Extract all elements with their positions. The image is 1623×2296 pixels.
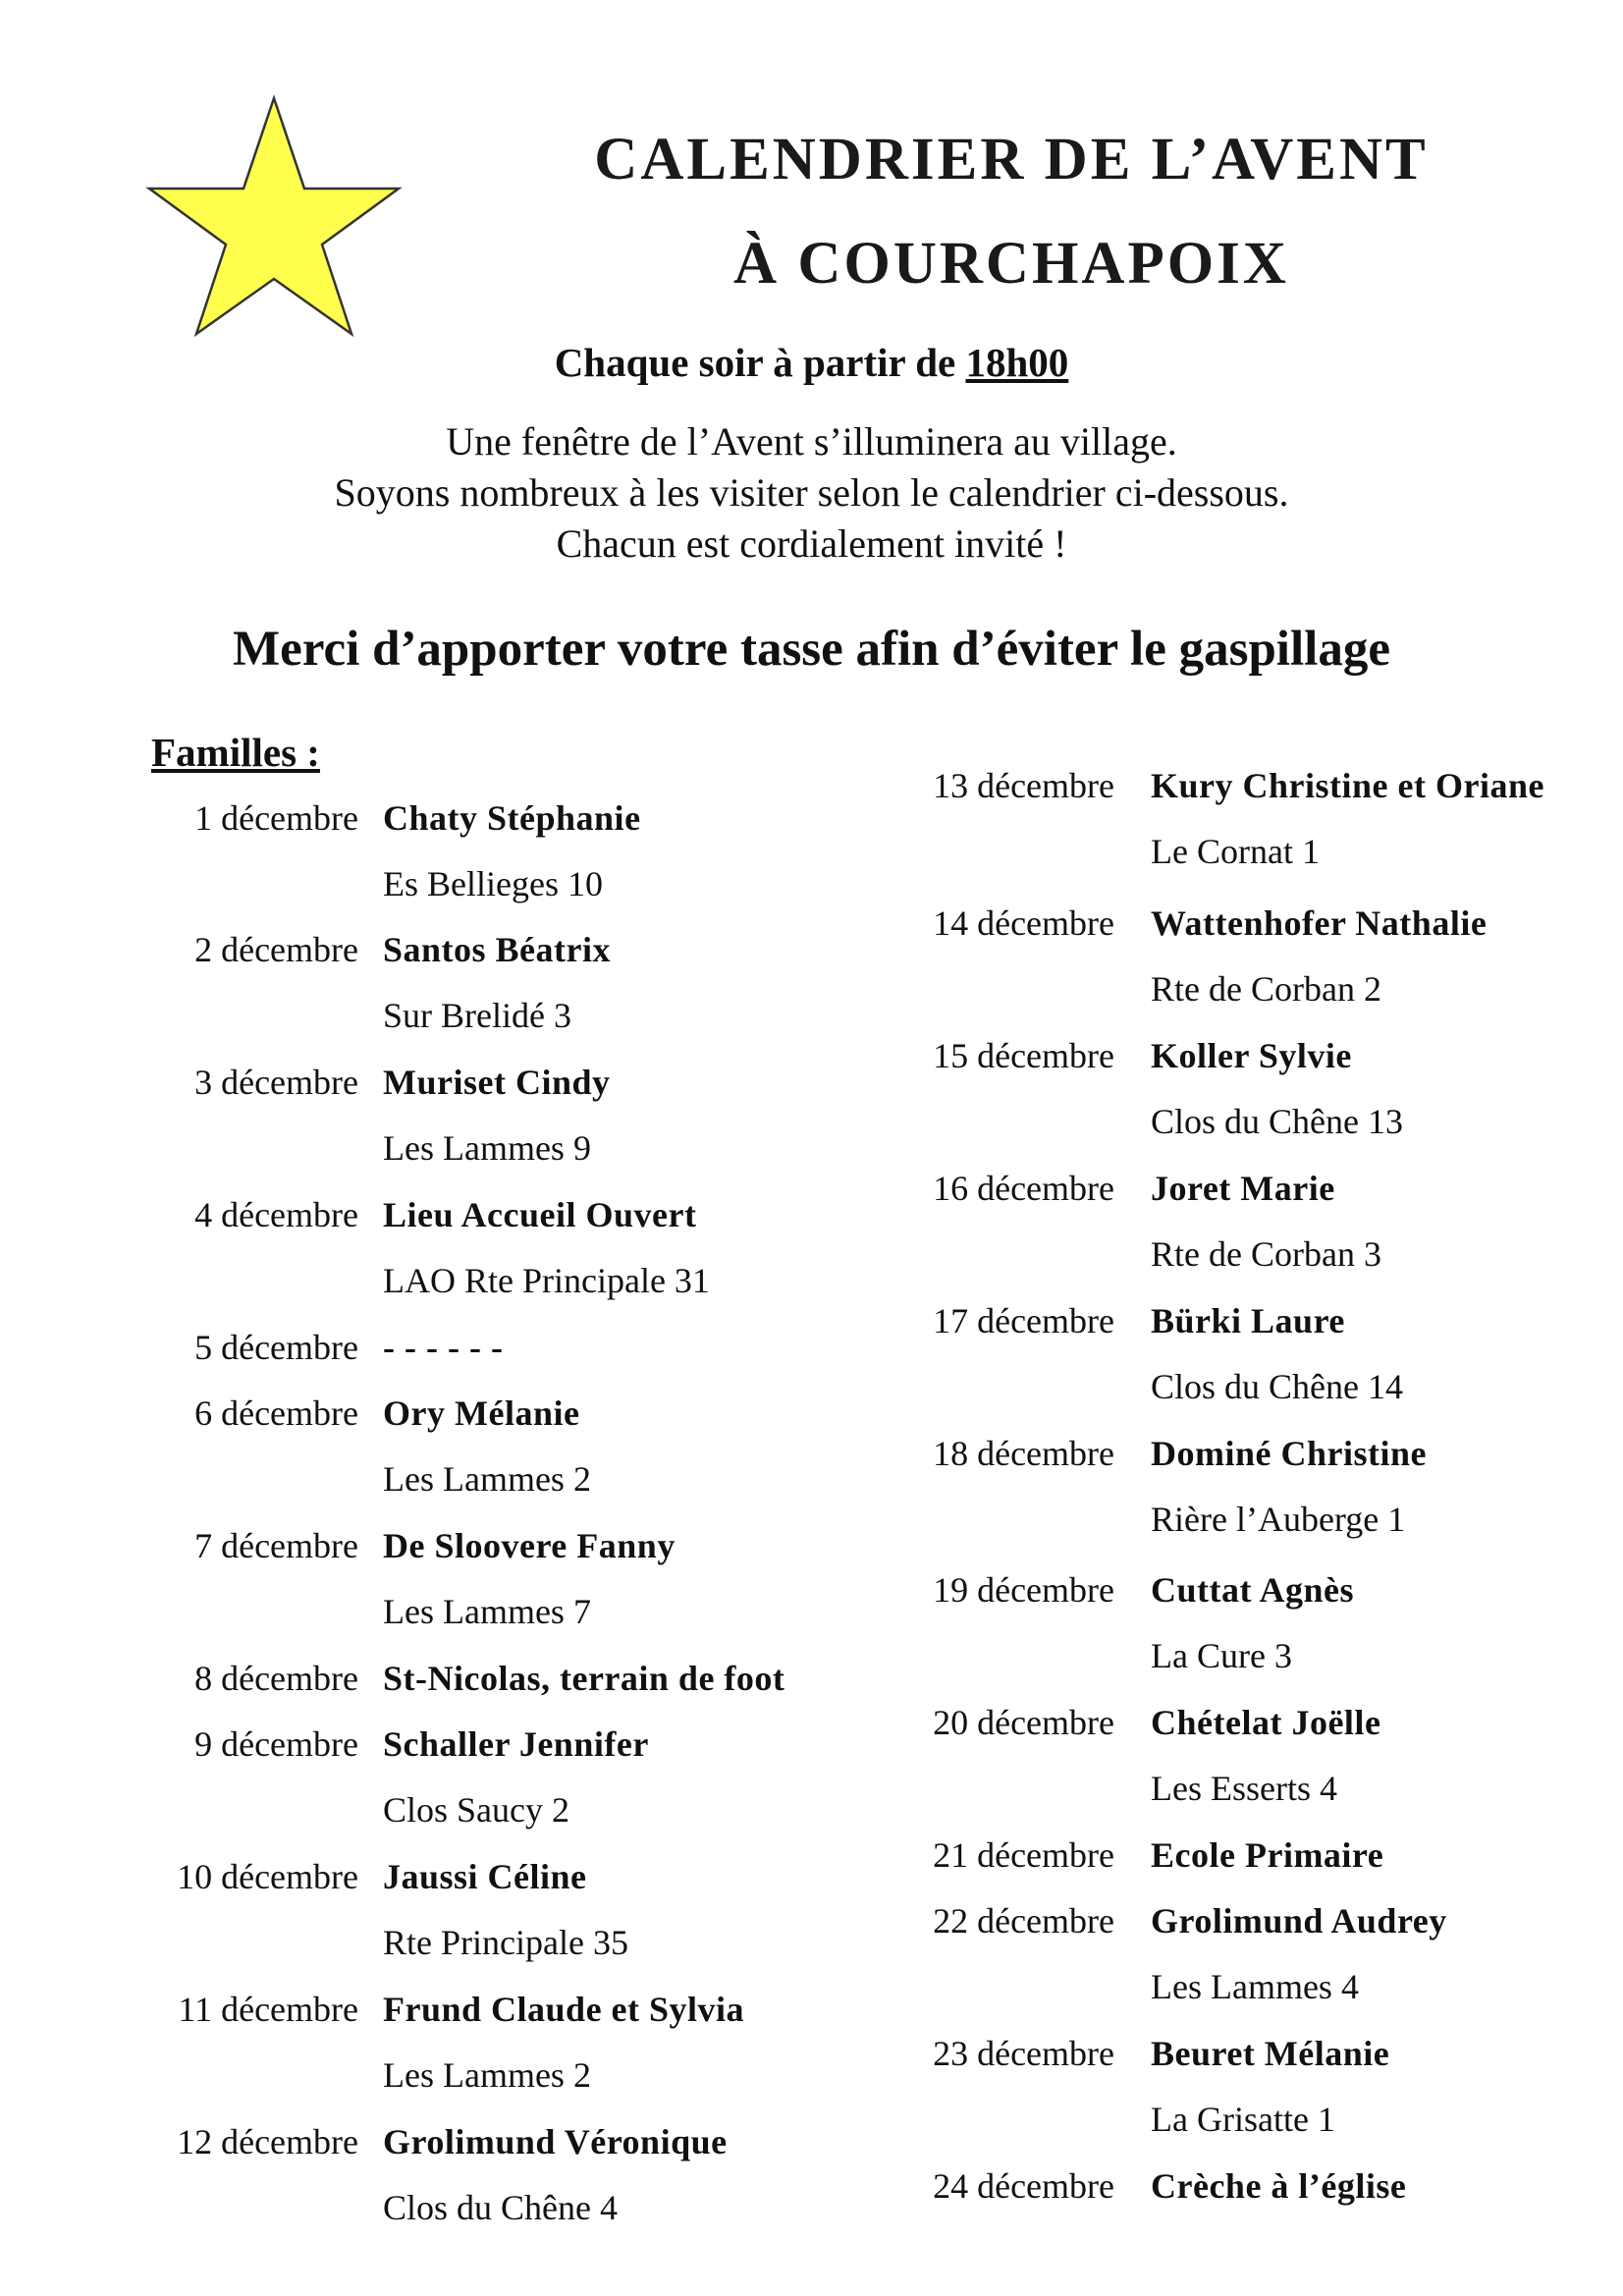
entry-date: 16 décembre bbox=[933, 1169, 1114, 1208]
entry-address: La Cure 3 bbox=[1151, 1636, 1292, 1675]
entry-host: Santos Béatrix bbox=[383, 930, 611, 969]
entry-address: Clos du Chêne 13 bbox=[1151, 1102, 1403, 1141]
entry-host: Cuttat Agnès bbox=[1151, 1570, 1355, 1610]
entry-date: 14 décembre bbox=[933, 903, 1114, 943]
families-heading: Familles : bbox=[151, 730, 320, 775]
star-icon bbox=[145, 94, 403, 338]
entry-host: Chaty Stéphanie bbox=[383, 798, 641, 838]
entry-address: Les Lammes 2 bbox=[383, 1459, 591, 1499]
entry-date: 15 décembre bbox=[933, 1036, 1114, 1075]
entry-host: Jaussi Céline bbox=[383, 1857, 587, 1896]
entry-host: St-Nicolas, terrain de foot bbox=[383, 1659, 785, 1698]
entry-host: Dominé Christine bbox=[1151, 1434, 1427, 1473]
entry-date: 11 décembre bbox=[178, 1990, 358, 2029]
entry-host: Bürki Laure bbox=[1151, 1301, 1345, 1340]
intro-line-1: Une fenêtre de l’Avent s’illuminera au village. bbox=[446, 419, 1177, 464]
entry-host: Kury Christine et Oriane bbox=[1151, 766, 1544, 805]
entry-date: 17 décembre bbox=[933, 1301, 1114, 1340]
entry-host: Wattenhofer Nathalie bbox=[1151, 903, 1488, 943]
entry-host: De Sloovere Fanny bbox=[383, 1526, 676, 1565]
entry-address: Rière l’Auberge 1 bbox=[1151, 1500, 1406, 1539]
entry-date: 5 décembre bbox=[194, 1328, 358, 1367]
entry-address: Sur Brelidé 3 bbox=[383, 996, 571, 1035]
intro-line-3: Chacun est cordialement invité ! bbox=[556, 521, 1067, 566]
entry-host: Ecole Primaire bbox=[1151, 1835, 1384, 1875]
entry-host: Crèche à l’église bbox=[1151, 2166, 1407, 2206]
entry-host: Joret Marie bbox=[1151, 1169, 1335, 1208]
entry-address: Es Bellieges 10 bbox=[383, 864, 603, 903]
entry-date: 13 décembre bbox=[933, 766, 1114, 805]
entry-host: Muriset Cindy bbox=[383, 1063, 611, 1102]
entry-address: Les Lammes 4 bbox=[1151, 1967, 1359, 2006]
entry-host: Chételat Joëlle bbox=[1151, 1703, 1381, 1742]
entry-host: Schaller Jennifer bbox=[383, 1724, 649, 1764]
entry-date: 9 décembre bbox=[194, 1724, 358, 1764]
entry-date: 22 décembre bbox=[933, 1901, 1114, 1941]
page-title-line-1: CALENDRIER DE L’AVENT bbox=[594, 127, 1429, 192]
entry-address: Rte Principale 35 bbox=[383, 1923, 628, 1962]
entry-date: 1 décembre bbox=[194, 798, 358, 838]
entry-address: Clos Saucy 2 bbox=[383, 1790, 570, 1830]
entry-date: 18 décembre bbox=[933, 1434, 1114, 1473]
schedule-time: 18h00 bbox=[965, 340, 1069, 385]
entry-date: 23 décembre bbox=[933, 2034, 1114, 2073]
entry-address: La Grisatte 1 bbox=[1151, 2100, 1335, 2139]
page-title-line-2: À COURCHAPOIX bbox=[733, 231, 1289, 297]
entry-date: 3 décembre bbox=[194, 1063, 358, 1102]
entry-host: Frund Claude et Sylvia bbox=[383, 1990, 745, 2029]
schedule-prefix: Chaque soir à partir de bbox=[554, 340, 966, 385]
entry-date: 20 décembre bbox=[933, 1703, 1114, 1742]
entry-date: 4 décembre bbox=[194, 1195, 358, 1234]
entry-date: 24 décembre bbox=[933, 2166, 1114, 2206]
entry-address: Rte de Corban 2 bbox=[1151, 969, 1381, 1009]
entry-address: Les Lammes 9 bbox=[383, 1128, 591, 1168]
entry-host: Koller Sylvie bbox=[1151, 1036, 1352, 1075]
entry-host: Grolimund Audrey bbox=[1151, 1901, 1447, 1941]
entry-address: Les Lammes 7 bbox=[383, 1592, 591, 1631]
entry-host: Grolimund Véronique bbox=[383, 2122, 728, 2161]
entry-date: 12 décembre bbox=[177, 2122, 358, 2161]
entry-date: 10 décembre bbox=[177, 1857, 358, 1896]
entry-date: 2 décembre bbox=[194, 930, 358, 969]
entry-date: 6 décembre bbox=[194, 1394, 358, 1433]
entry-address: LAO Rte Principale 31 bbox=[383, 1261, 710, 1300]
cup-notice: Merci d’apporter votre tasse afin d’éviter le gaspillage bbox=[233, 622, 1390, 677]
entry-address: Clos du Chêne 4 bbox=[383, 2188, 618, 2227]
entry-date: 7 décembre bbox=[194, 1526, 358, 1565]
entry-host: - - - - - - bbox=[383, 1328, 504, 1367]
entry-date: 21 décembre bbox=[933, 1835, 1114, 1875]
entry-date: 19 décembre bbox=[933, 1570, 1114, 1610]
entry-host: Beuret Mélanie bbox=[1151, 2034, 1390, 2073]
entry-host: Ory Mélanie bbox=[383, 1394, 580, 1433]
entry-host: Lieu Accueil Ouvert bbox=[383, 1195, 697, 1234]
schedule-line bbox=[0, 339, 1623, 386]
entry-address: Les Esserts 4 bbox=[1151, 1769, 1337, 1808]
entry-address: Les Lammes 2 bbox=[383, 2055, 591, 2095]
entry-address: Rte de Corban 3 bbox=[1151, 1234, 1381, 1274]
entry-address: Le Cornat 1 bbox=[1151, 832, 1320, 871]
intro-line-2: Soyons nombreux à les visiter selon le calendrier ci-dessous. bbox=[334, 470, 1289, 515]
entry-address: Clos du Chêne 14 bbox=[1151, 1367, 1403, 1406]
entry-date: 8 décembre bbox=[194, 1659, 358, 1698]
